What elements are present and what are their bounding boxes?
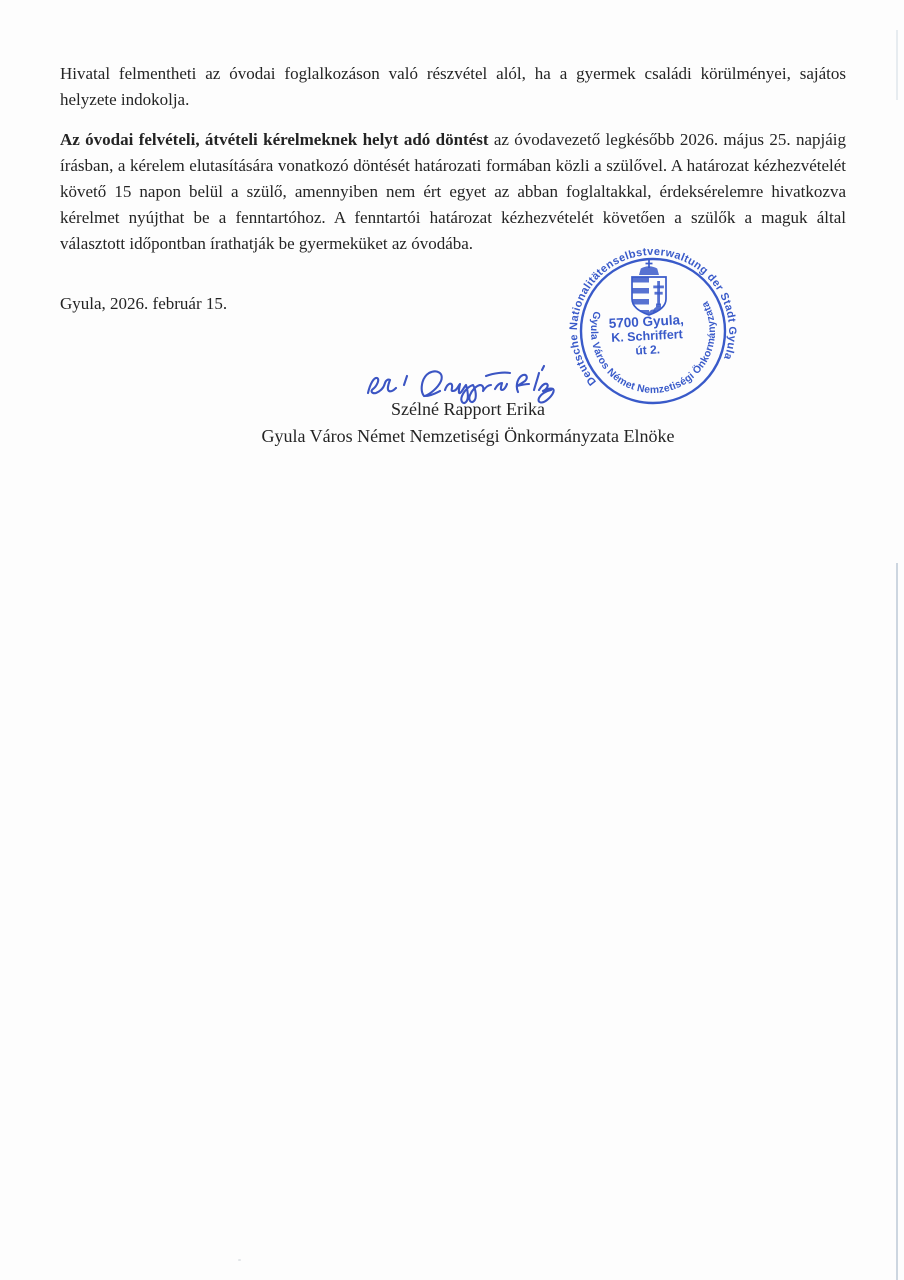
stamp-address-line1: 5700 Gyula, — [608, 312, 685, 332]
signatory-title: Gyula Város Német Nemzetiségi Önkormányzata Elnöke — [261, 426, 675, 446]
stamp-address-line3: út 2. — [635, 342, 661, 358]
stamp-outer-text: Deutsche Nationalitätenselbstverwaltung der Stadt Gyula — [567, 245, 739, 388]
scan-artifact-line-bottom — [896, 563, 898, 1280]
paragraph-decision-rest: az óvodavezető legkésőbb 2026. május 25. napjáig írásban, a kérelem elutasítására vonatkozó döntését határozati formában közli a szülővel. A határozat kézhezvételét követő 15 napon belül a szülő, amennyiben nem ért egyet az abban foglaltakkal, érdeksérelemre hivatkozva kérelmet nyújthat be a fenntartóhoz. A fenntartói határozat kézhezvételét követően a szülők a maguk által választott időpontban írathatják be gyermeküket az óvodába. — [60, 130, 846, 253]
stamp-inner-text: Gyula Város Német Nemzetiségi Önkormányzata — [587, 299, 719, 397]
scan-artifact-line-top — [896, 30, 898, 100]
paragraph-exemption-text: Hivatal felmentheti az óvodai foglalkozáson való részvétel alól, ha a gyermek családi körülményei, sajátos helyzete indokolja. — [60, 64, 846, 109]
scan-artifact-speck — [238, 1259, 241, 1261]
stamp-address-line2: K. Schriffert — [610, 327, 684, 345]
signatory-name: Szélné Rapport Erika — [391, 399, 545, 419]
hungarian-coat-of-arms-icon — [632, 260, 669, 319]
signature-block — [168, 396, 768, 450]
paragraph-exemption — [60, 61, 846, 113]
paragraph-decision-bold-lead: Az óvodai felvételi, átvételi kérelmeknek helyt adó döntést — [60, 130, 489, 149]
date-line: Gyula, 2026. február 15. — [60, 294, 228, 313]
